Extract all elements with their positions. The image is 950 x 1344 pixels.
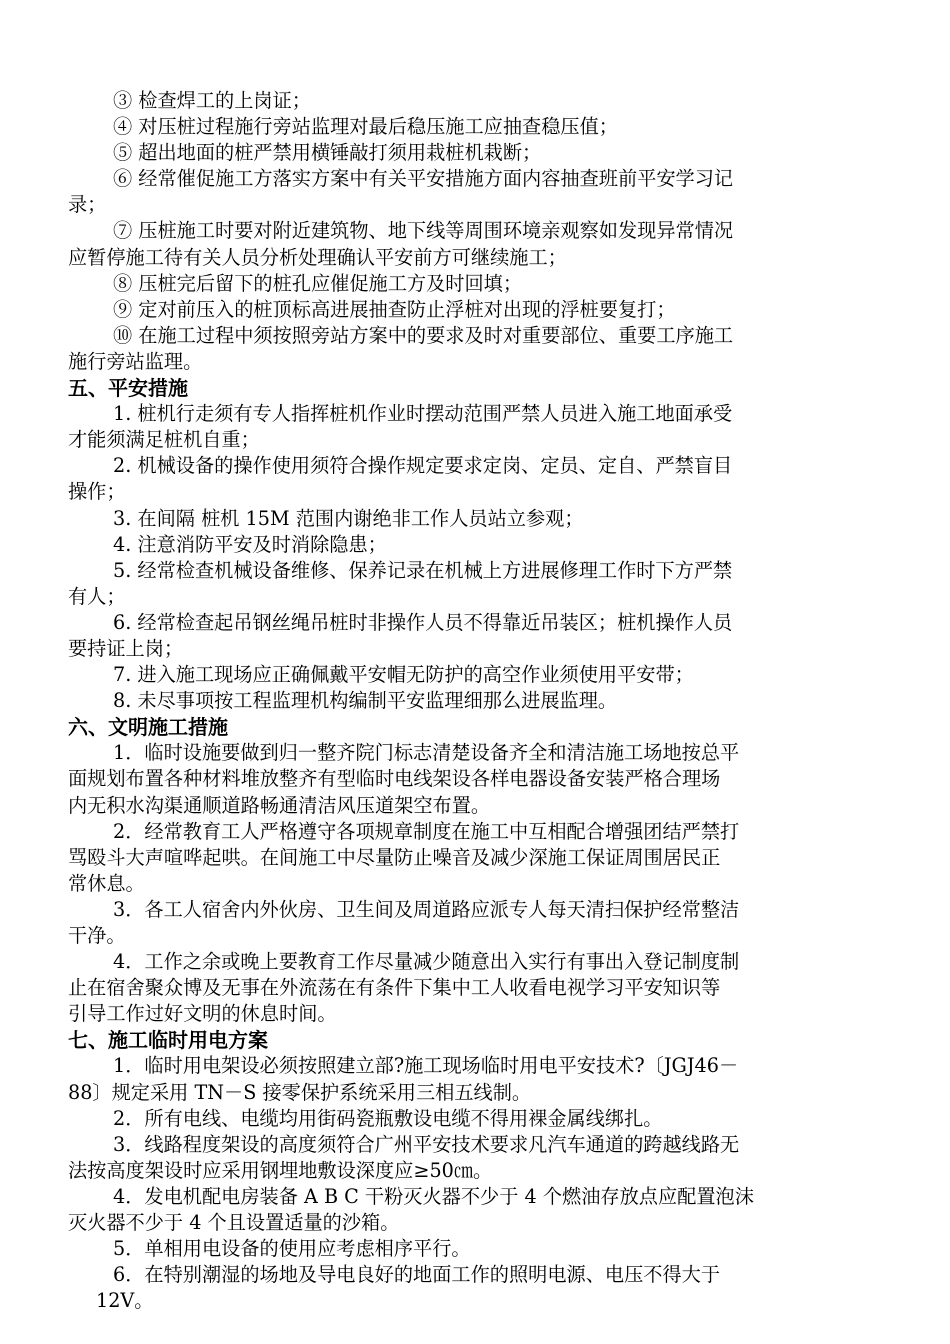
document-page bbox=[68, 88, 848, 1314]
text-line: 1．临时用电架设必须按照建立部?施工现场临时用电平安技术?〔JGJ46－ bbox=[113, 1054, 739, 1078]
text-line: 引导工作过好文明的休息时间。 bbox=[68, 1002, 337, 1026]
text-line: 有人； bbox=[68, 584, 126, 608]
text-line: 操作； bbox=[68, 480, 126, 504]
text-line: ⑤ 超出地面的桩严禁用横锤敲打须用栽桩机栽断； bbox=[113, 141, 542, 165]
text-line: 灭火器不少于 4 个且设置适量的沙箱。 bbox=[68, 1211, 400, 1235]
text-line: 常休息。 bbox=[68, 871, 145, 895]
text-line: 2．经常教育工人严格遵守各项规章制度在施工中互相配合增强团结严禁打 bbox=[113, 819, 740, 843]
text-line: 3．各工人宿舍内外伙房、卫生间及周道路应派专人每天清扫保护经常整洁 bbox=[113, 897, 740, 921]
text-line: ⑧ 压桩完后留下的桩孔应催促施工方及时回填； bbox=[113, 271, 523, 295]
text-line: 88〕规定采用 TN－S 接零保护系统采用三相五线制。 bbox=[68, 1080, 532, 1104]
text-line: 应暂停施工待有关人员分析处理确认平安前方可继续施工； bbox=[68, 245, 567, 269]
text-line: ④ 对压桩过程施行旁站监理对最后稳压施工应抽查稳压值； bbox=[113, 115, 618, 139]
text-line: 4．工作之余或晚上要教育工作尽量减少随意出入实行有事出入登记制度制 bbox=[113, 950, 740, 974]
text-line: 5．单相用电设备的使用应考虑相序平行。 bbox=[113, 1237, 471, 1261]
text-line: 要持证上岗； bbox=[68, 636, 184, 660]
text-line: 施行旁站监理。 bbox=[68, 349, 203, 373]
text-line: 4. 注意消防平安及时消除隐患； bbox=[113, 532, 387, 556]
text-line: ⑩ 在施工过程中须按照旁站方案中的要求及时对重要部位、重要工序施工 bbox=[113, 323, 734, 347]
text-line: 才能须满足桩机自重； bbox=[68, 428, 260, 452]
text-line: 2．所有电线、电缆均用街码瓷瓶敷设电缆不得用裸金属线绑扎。 bbox=[113, 1106, 663, 1130]
section-heading: 六、文明施工措施 bbox=[68, 715, 228, 740]
text-line: 面规划布置各种材料堆放整齐有型临时电线架设各样电器设备安装严格合理场 bbox=[68, 767, 721, 791]
section-heading: 七、施工临时用电方案 bbox=[68, 1028, 268, 1053]
text-line: ⑨ 定对前压入的桩顶标高进展抽查防止浮桩对出现的浮桩要复打； bbox=[113, 297, 676, 321]
text-line: 1．临时设施要做到归一整齐院门标志清楚设备齐全和清洁施工场地按总平 bbox=[113, 741, 740, 765]
text-line: ⑥ 经常催促施工方落实方案中有关平安措施方面内容抽查班前平安学习记 bbox=[113, 167, 734, 191]
section-heading: 五、平安措施 bbox=[68, 376, 188, 401]
text-line: 干净。 bbox=[68, 924, 126, 947]
text-line: 内无积水沟渠通顺道路畅通清洁风压道架空布置。 bbox=[68, 793, 491, 817]
text-line: 3．线路程度架设的高度须符合广州平安技术要求凡汽车通道的跨越线路无 bbox=[113, 1132, 740, 1156]
text-line: 6．在特别潮湿的场地及导电良好的地面工作的照明电源、电压不得大于 bbox=[113, 1263, 721, 1287]
text-line: 1. 桩机行走须有专人指挥桩机作业时摆动范围严禁人员进入施工地面承受 bbox=[113, 402, 733, 426]
text-line: 8. 未尽事项按工程监理机构编制平安监理细那么进展监理。 bbox=[113, 689, 618, 713]
text-line: 2. 机械设备的操作使用须符合操作规定要求定岗、定员、定自、严禁盲目 bbox=[113, 454, 733, 478]
text-line: 12V。 bbox=[96, 1289, 154, 1313]
text-line: 4．发电机配电房装备 A B C 干粉灭火器不少于 4 个燃油存放点应配置泡沫 bbox=[113, 1184, 754, 1208]
text-line: 7. 进入施工现场应正确佩戴平安帽无防护的高空作业须使用平安带； bbox=[113, 663, 694, 687]
text-line: 录； bbox=[68, 193, 107, 217]
text-line: 骂殴斗大声喧哗起哄。在间施工中尽量防止噪音及减少深施工保证周围居民正 bbox=[68, 845, 721, 869]
text-line: 3. 在间隔 桩机 15M 范围内谢绝非工作人员站立参观； bbox=[113, 506, 584, 530]
text-line: 5. 经常检查机械设备维修、保养记录在机械上方进展修理工作时下方严禁 bbox=[113, 558, 733, 582]
text-line: 法按高度架设时应采用钢埋地敷设深度应≥50㎝。 bbox=[68, 1158, 493, 1182]
text-line: ③ 检查焊工的上岗证； bbox=[113, 89, 311, 112]
text-line: 6. 经常检查起吊钢丝绳吊桩时非操作人员不得靠近吊装区；桩机操作人员 bbox=[113, 610, 733, 634]
text-line: 止在宿舍聚众博及无事在外流荡在有条件下集中工人收看电视学习平安知识等 bbox=[68, 976, 721, 1000]
text-line: ⑦ 压桩施工时要对附近建筑物、地下线等周围环境亲观察如发现异常情况 bbox=[113, 219, 734, 243]
